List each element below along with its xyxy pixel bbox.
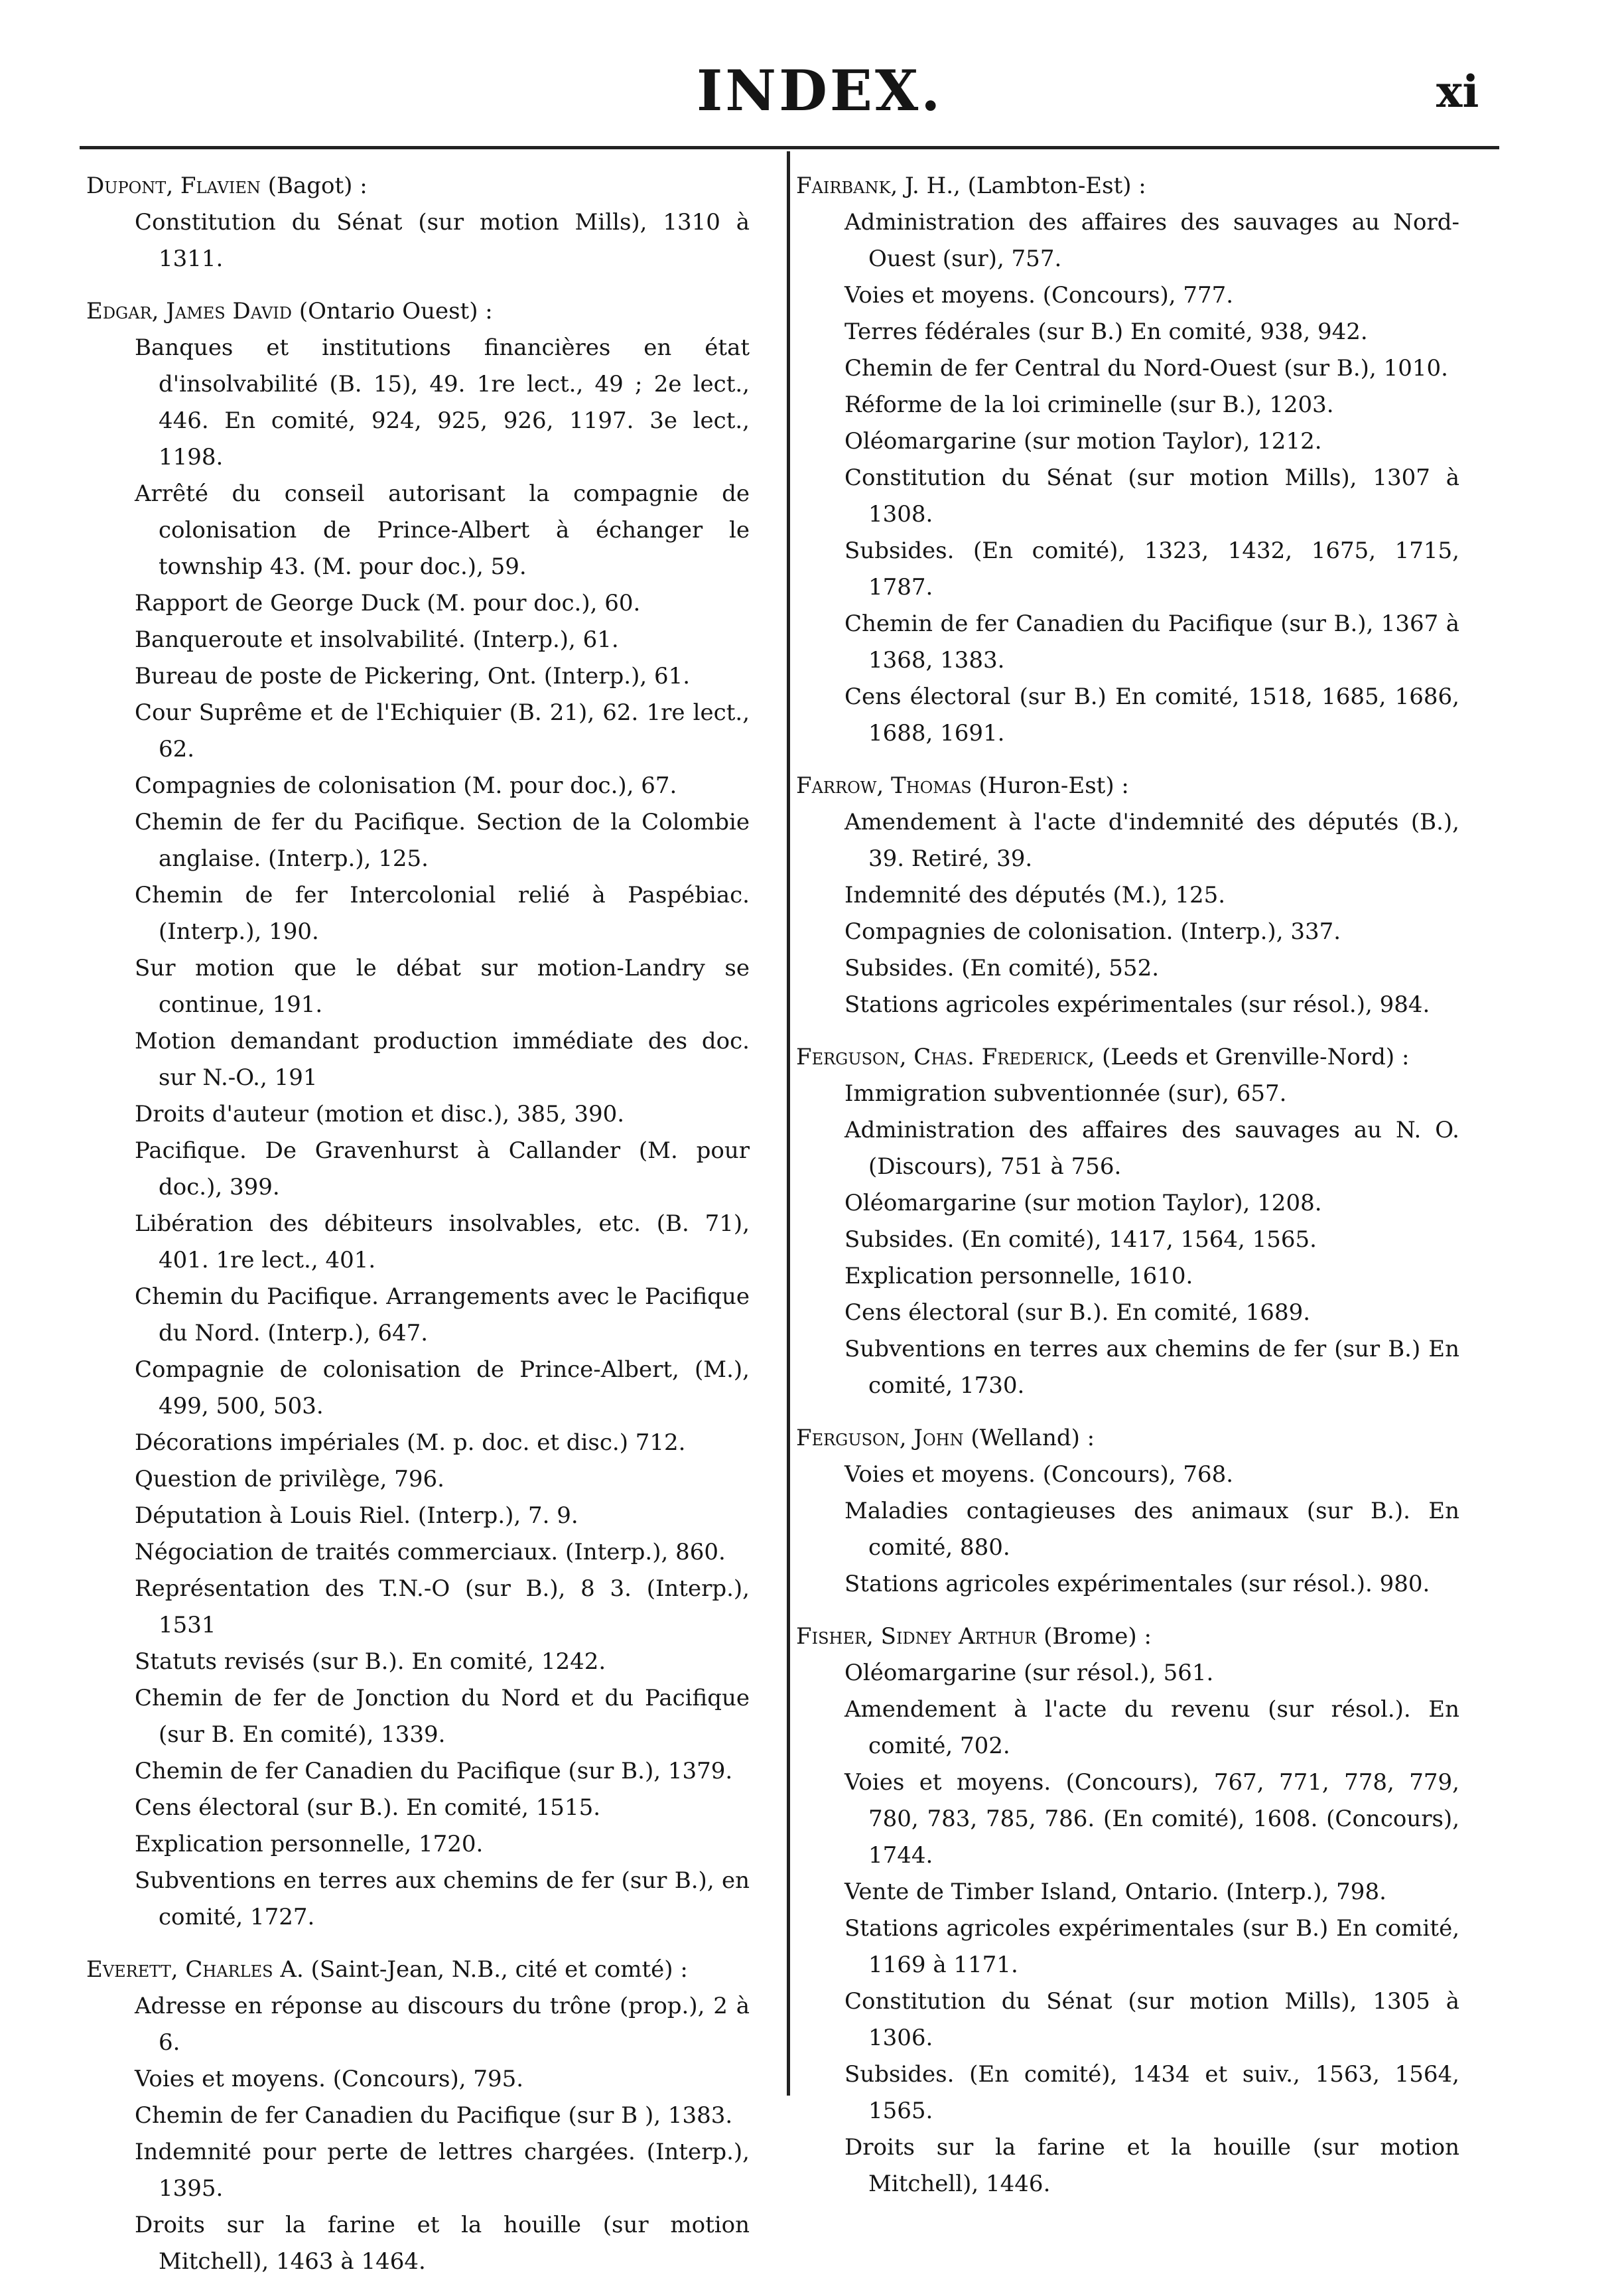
index-item: Rapport de George Duck (M. pour doc.), 60. bbox=[135, 590, 641, 616]
index-item: Pacifique. De Gravenhurst à Callander (M. pour doc.), 399. bbox=[135, 1137, 750, 1200]
member-name: Fisher, Sidney Arthur bbox=[796, 1623, 1037, 1650]
index-item: Indemnité des députés (M.), 125. bbox=[844, 882, 1226, 908]
index-item: Droits d'auteur (motion et disc.), 385, 390. bbox=[135, 1101, 625, 1127]
index-item: Subsides. (En comité), 552. bbox=[844, 955, 1160, 981]
index-item: Chemin de fer Canadien du Pacifique (sur B.), 1367 à 1368, 1383. bbox=[844, 610, 1459, 674]
index-item: Administration des affaires des sauvages au Nord-Ouest (sur), 757. bbox=[844, 209, 1459, 272]
index-item: Constitution du Sénat (sur motion Mills), 1307 à 1308. bbox=[844, 465, 1459, 528]
entry-heading bbox=[796, 168, 1459, 204]
index-item: Négociation de traités commerciaux. (Interp.), 860. bbox=[135, 1539, 726, 1565]
index-item: Représentation des T.N.-O (sur B.), 8 3. (Interp.), 1531 bbox=[135, 1575, 750, 1638]
header-rule bbox=[80, 146, 1499, 149]
index-item: Statuts revisés (sur B.). En comité, 1242. bbox=[135, 1648, 606, 1675]
index-item: Oléomargarine (sur résol.), 561. bbox=[844, 1660, 1214, 1686]
entry-heading bbox=[86, 293, 750, 330]
page-number: xi bbox=[1436, 66, 1479, 117]
index-item: Constitution du Sénat (sur motion Mills), 1310 à 1311. bbox=[135, 209, 750, 272]
member-riding: (Huron-Est) : bbox=[978, 772, 1129, 799]
index-entry bbox=[86, 168, 750, 277]
member-name: Edgar, James David bbox=[86, 298, 293, 324]
index-item: Amendement à l'acte du revenu (sur résol.). En comité, 702. bbox=[844, 1696, 1459, 1759]
index-item: Droits sur la farine et la houille (sur motion Mitchell), 1446. bbox=[844, 2134, 1459, 2197]
index-item: Décorations impériales (M. p. doc. et disc.) 712. bbox=[135, 1429, 686, 1456]
index-item: Subventions en terres aux chemins de fer (sur B.) En comité, 1730. bbox=[844, 1336, 1459, 1399]
index-item: Compagnie de colonisation de Prince-Albert, (M.), 499, 500, 503. bbox=[135, 1356, 750, 1419]
index-entry bbox=[796, 168, 1459, 752]
member-riding: (Welland) : bbox=[971, 1425, 1095, 1451]
member-riding: (Leeds et Grenville-Nord) : bbox=[1102, 1044, 1410, 1070]
member-riding: (Bagot) : bbox=[267, 173, 368, 199]
index-item: Administration des affaires des sauvages au N. O. (Discours), 751 à 756. bbox=[844, 1117, 1459, 1180]
index-item: Cens électoral (sur B.). En comité, 1689. bbox=[844, 1299, 1311, 1326]
member-name: Everett, Charles A. bbox=[86, 1956, 304, 1983]
index-item: Motion demandant production immédiate des doc. sur N.-O., 191 bbox=[135, 1028, 750, 1091]
index-item: Sur motion que le débat sur motion-Landry se continue, 191. bbox=[135, 955, 750, 1018]
member-name: Ferguson, John bbox=[796, 1425, 964, 1451]
index-item: Indemnité pour perte de lettres chargées. (Interp.), 1395. bbox=[135, 2139, 750, 2202]
index-item: Cens électoral (sur B.) En comité, 1518, 1685, 1686, 1688, 1691. bbox=[844, 683, 1459, 747]
index-item: Subsides. (En comité), 1417, 1564, 1565. bbox=[844, 1226, 1317, 1253]
index-item: Cour Suprême et de l'Echiquier (B. 21), 62. 1re lect., 62. bbox=[135, 699, 750, 762]
entry-heading bbox=[796, 1420, 1459, 1457]
index-item: Libération des débiteurs insolvables, etc. (B. 71), 401. 1re lect., 401. bbox=[135, 1210, 750, 1273]
index-item: Compagnies de colonisation (M. pour doc.), 67. bbox=[135, 772, 677, 799]
index-item: Droits sur la farine et la houille (sur motion Mitchell), 1463 à 1464. bbox=[135, 2212, 750, 2275]
page-title: INDEX. bbox=[697, 58, 943, 123]
index-item: Question de privilège, 796. bbox=[135, 1466, 444, 1492]
entry-heading bbox=[796, 768, 1459, 804]
index-item: Subsides. (En comité), 1434 et suiv., 1563, 1564, 1565. bbox=[844, 2061, 1459, 2124]
index-item: Voies et moyens. (Concours), 777. bbox=[844, 282, 1234, 309]
index-entry bbox=[796, 1420, 1459, 1603]
entry-heading bbox=[86, 168, 750, 204]
index-item: Chemin de fer Central du Nord-Ouest (sur B.), 1010. bbox=[844, 355, 1448, 382]
index-item: Constitution du Sénat (sur motion Mills), 1305 à 1306. bbox=[844, 1988, 1459, 2051]
column-divider bbox=[787, 151, 790, 2096]
member-name: Farrow, Thomas bbox=[796, 772, 972, 799]
index-item: Chemin de fer Canadien du Pacifique (sur B.), 1379. bbox=[135, 1758, 733, 1784]
index-entry bbox=[86, 1952, 750, 2280]
index-item: Chemin de fer du Pacifique. Section de la Colombie anglaise. (Interp.), 125. bbox=[135, 809, 750, 872]
index-item: Immigration subventionnée (sur), 657. bbox=[844, 1080, 1287, 1107]
index-item: Compagnies de colonisation. (Interp.), 337. bbox=[844, 918, 1341, 945]
index-entry bbox=[796, 768, 1459, 1023]
index-item: Adresse en réponse au discours du trône (prop.), 2 à 6. bbox=[135, 1993, 750, 2056]
member-riding: (Ontario Ouest) : bbox=[299, 298, 493, 324]
entry-heading bbox=[796, 1039, 1459, 1076]
index-entry bbox=[796, 1039, 1459, 1404]
member-riding: (Saint-Jean, N.B., cité et comté) : bbox=[310, 1956, 688, 1983]
index-item: Chemin de fer Canadien du Pacifique (sur B ), 1383. bbox=[135, 2102, 733, 2129]
index-item: Députation à Louis Riel. (Interp.), 7. 9. bbox=[135, 1502, 578, 1529]
member-riding: (Lambton-Est) : bbox=[967, 173, 1146, 199]
index-item: Explication personnelle, 1610. bbox=[844, 1263, 1193, 1289]
index-item: Explication personnelle, 1720. bbox=[135, 1831, 484, 1857]
index-item: Banques et institutions financières en état d'insolvabilité (B. 15), 49. 1re lect., 49 ; 2e lect., 446. En comité, 924, 925, 926, 1197. 3e lect., 1198. bbox=[135, 334, 750, 470]
index-item: Réforme de la loi criminelle (sur B.), 1203. bbox=[844, 392, 1334, 418]
index-item: Banqueroute et insolvabilité. (Interp.), 61. bbox=[135, 626, 619, 653]
member-name: Fairbank, J. H., bbox=[796, 173, 961, 199]
index-entry bbox=[796, 1618, 1459, 2202]
index-item: Subventions en terres aux chemins de fer (sur B.), en comité, 1727. bbox=[135, 1867, 750, 1930]
entry-heading bbox=[86, 1952, 750, 1988]
index-item: Stations agricoles expérimentales (sur résol.), 984. bbox=[844, 991, 1430, 1018]
index-item: Stations agricoles expérimentales (sur B.) En comité, 1169 à 1171. bbox=[844, 1915, 1459, 1978]
index-item: Vente de Timber Island, Ontario. (Interp.), 798. bbox=[844, 1879, 1386, 1905]
index-item: Maladies contagieuses des animaux (sur B.). En comité, 880. bbox=[844, 1498, 1459, 1561]
index-item: Voies et moyens. (Concours), 768. bbox=[844, 1461, 1234, 1488]
index-item: Cens électoral (sur B.). En comité, 1515. bbox=[135, 1794, 601, 1821]
index-item: Amendement à l'acte d'indemnité des députés (B.), 39. Retiré, 39. bbox=[844, 809, 1459, 872]
left-column bbox=[86, 168, 750, 2296]
index-item: Bureau de poste de Pickering, Ont. (Interp.), 61. bbox=[135, 663, 691, 689]
index-item: Terres fédérales (sur B.) En comité, 938, 942. bbox=[844, 319, 1368, 345]
index-item: Stations agricoles expérimentales (sur résol.). 980. bbox=[844, 1571, 1430, 1597]
index-item: Subsides. (En comité), 1323, 1432, 1675, 1715, 1787. bbox=[844, 538, 1459, 601]
index-item: Oléomargarine (sur motion Taylor), 1212. bbox=[844, 428, 1322, 455]
index-item: Chemin de fer de Jonction du Nord et du Pacifique (sur B. En comité), 1339. bbox=[135, 1685, 750, 1748]
index-item: Voies et moyens. (Concours), 767, 771, 778, 779, 780, 783, 785, 786. (En comité), 1608. (Concours), 1744. bbox=[844, 1769, 1459, 1869]
member-name: Ferguson, Chas. Frederick, bbox=[796, 1044, 1095, 1070]
index-item: Oléomargarine (sur motion Taylor), 1208. bbox=[844, 1190, 1322, 1216]
index-entry bbox=[86, 293, 750, 1936]
member-name: Dupont, Flavien bbox=[86, 173, 261, 199]
member-riding: (Brome) : bbox=[1044, 1623, 1152, 1650]
index-item: Chemin de fer Intercolonial relié à Paspébiac. (Interp.), 190. bbox=[135, 882, 750, 945]
index-item: Arrêté du conseil autorisant la compagnie de colonisation de Prince-Albert à échanger le township 43. (M. pour doc.), 59. bbox=[135, 480, 750, 580]
entry-heading bbox=[796, 1618, 1459, 1655]
index-item: Voies et moyens. (Concours), 795. bbox=[135, 2066, 524, 2092]
index-item: Chemin du Pacifique. Arrangements avec le Pacifique du Nord. (Interp.), 647. bbox=[135, 1283, 750, 1346]
right-column bbox=[796, 168, 1459, 2218]
